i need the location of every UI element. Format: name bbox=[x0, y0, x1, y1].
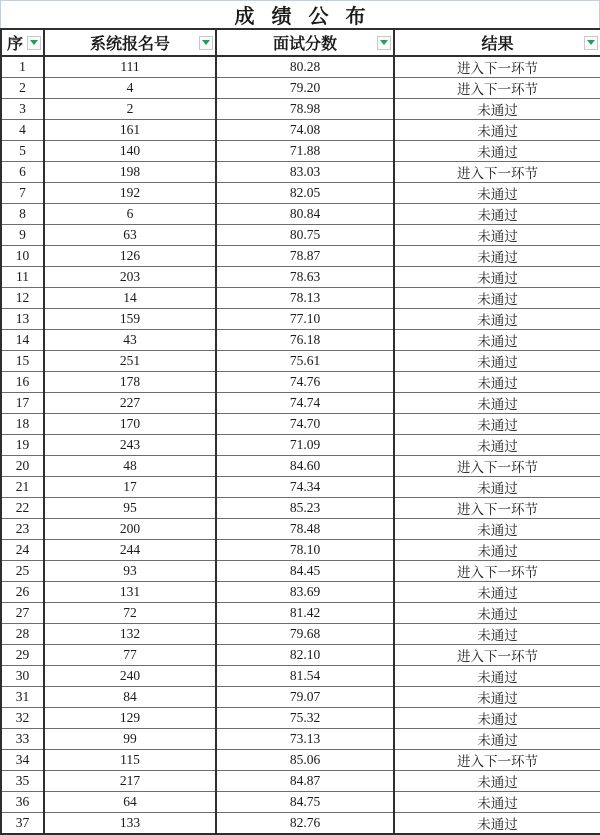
registration-number-cell[interactable]: 243 bbox=[44, 435, 216, 456]
result-cell[interactable]: 进入下一环节 bbox=[394, 456, 600, 477]
result-cell[interactable]: 未通过 bbox=[394, 288, 600, 309]
seq-cell[interactable]: 27 bbox=[1, 603, 44, 624]
table-row bbox=[1, 330, 600, 351]
interview-score-cell[interactable]: 74.08 bbox=[216, 120, 394, 141]
seq-cell[interactable]: 6 bbox=[1, 162, 44, 183]
results-table bbox=[0, 28, 600, 835]
chevron-down-icon bbox=[30, 40, 38, 45]
table-row bbox=[1, 792, 600, 813]
registration-number-cell[interactable]: 192 bbox=[44, 183, 216, 204]
interview-score-cell[interactable]: 83.69 bbox=[216, 582, 394, 603]
seq-cell[interactable]: 9 bbox=[1, 225, 44, 246]
table-row bbox=[1, 750, 600, 771]
filter-dropdown-icon[interactable] bbox=[199, 36, 213, 50]
table-row bbox=[1, 414, 600, 435]
seq-cell[interactable]: 28 bbox=[1, 624, 44, 645]
registration-number-cell[interactable]: 111 bbox=[44, 56, 216, 78]
interview-score-cell[interactable]: 73.13 bbox=[216, 729, 394, 750]
result-cell[interactable]: 未通过 bbox=[394, 99, 600, 120]
result-cell[interactable]: 未通过 bbox=[394, 519, 600, 540]
interview-score-cell[interactable]: 75.61 bbox=[216, 351, 394, 372]
table-row bbox=[1, 708, 600, 729]
registration-number-cell[interactable]: 132 bbox=[44, 624, 216, 645]
result-cell[interactable]: 进入下一环节 bbox=[394, 56, 600, 78]
seq-cell[interactable]: 26 bbox=[1, 582, 44, 603]
seq-cell[interactable]: 20 bbox=[1, 456, 44, 477]
result-cell[interactable]: 未通过 bbox=[394, 351, 600, 372]
seq-cell[interactable]: 14 bbox=[1, 330, 44, 351]
chevron-down-icon bbox=[202, 40, 210, 45]
result-cell[interactable]: 进入下一环节 bbox=[394, 645, 600, 666]
result-cell[interactable]: 进入下一环节 bbox=[394, 750, 600, 771]
seq-cell[interactable]: 5 bbox=[1, 141, 44, 162]
table-row bbox=[1, 204, 600, 225]
table-row bbox=[1, 603, 600, 624]
registration-number-cell[interactable]: 48 bbox=[44, 456, 216, 477]
table-row bbox=[1, 645, 600, 666]
registration-number-cell[interactable]: 6 bbox=[44, 204, 216, 225]
seq-cell[interactable]: 12 bbox=[1, 288, 44, 309]
seq-cell[interactable]: 18 bbox=[1, 414, 44, 435]
registration-number-cell[interactable]: 129 bbox=[44, 708, 216, 729]
seq-cell[interactable]: 22 bbox=[1, 498, 44, 519]
seq-cell[interactable]: 35 bbox=[1, 771, 44, 792]
interview-score-cell[interactable]: 84.75 bbox=[216, 792, 394, 813]
registration-number-cell[interactable]: 131 bbox=[44, 582, 216, 603]
table-row bbox=[1, 561, 600, 582]
result-cell[interactable]: 未通过 bbox=[394, 246, 600, 267]
chevron-down-icon bbox=[380, 40, 388, 45]
interview-score-cell[interactable]: 84.60 bbox=[216, 456, 394, 477]
interview-score-cell[interactable]: 74.34 bbox=[216, 477, 394, 498]
table-body bbox=[1, 56, 600, 834]
interview-score-cell[interactable]: 74.70 bbox=[216, 414, 394, 435]
result-cell[interactable]: 未通过 bbox=[394, 309, 600, 330]
interview-score-cell[interactable]: 74.74 bbox=[216, 393, 394, 414]
interview-score-cell[interactable]: 85.23 bbox=[216, 498, 394, 519]
table-row bbox=[1, 267, 600, 288]
table-row bbox=[1, 666, 600, 687]
result-cell[interactable]: 未通过 bbox=[394, 813, 600, 835]
registration-number-cell[interactable]: 77 bbox=[44, 645, 216, 666]
table-row bbox=[1, 99, 600, 120]
result-cell[interactable]: 未通过 bbox=[394, 708, 600, 729]
table-row bbox=[1, 56, 600, 78]
result-cell[interactable]: 未通过 bbox=[394, 225, 600, 246]
table-row bbox=[1, 225, 600, 246]
column-header-label: 面试分数 bbox=[272, 36, 337, 53]
interview-score-cell[interactable]: 80.84 bbox=[216, 204, 394, 225]
seq-cell[interactable]: 36 bbox=[1, 792, 44, 813]
seq-cell[interactable]: 25 bbox=[1, 561, 44, 582]
filter-dropdown-icon[interactable] bbox=[27, 36, 41, 50]
registration-number-cell[interactable]: 240 bbox=[44, 666, 216, 687]
registration-number-cell[interactable]: 159 bbox=[44, 309, 216, 330]
registration-number-cell[interactable]: 227 bbox=[44, 393, 216, 414]
result-cell[interactable]: 未通过 bbox=[394, 267, 600, 288]
interview-score-cell[interactable]: 79.68 bbox=[216, 624, 394, 645]
interview-score-cell[interactable]: 80.28 bbox=[216, 56, 394, 78]
seq-cell[interactable]: 31 bbox=[1, 687, 44, 708]
registration-number-cell[interactable]: 198 bbox=[44, 162, 216, 183]
result-cell[interactable]: 未通过 bbox=[394, 414, 600, 435]
table-row bbox=[1, 687, 600, 708]
sheet-title-cell[interactable]: 成 绩 公 布 bbox=[0, 0, 600, 28]
result-cell[interactable]: 未通过 bbox=[394, 540, 600, 561]
seq-cell[interactable]: 1 bbox=[1, 56, 44, 78]
interview-score-cell[interactable]: 78.98 bbox=[216, 99, 394, 120]
result-cell[interactable]: 未通过 bbox=[394, 624, 600, 645]
interview-score-cell[interactable]: 71.88 bbox=[216, 141, 394, 162]
registration-number-cell[interactable]: 17 bbox=[44, 477, 216, 498]
table-row bbox=[1, 582, 600, 603]
seq-cell[interactable]: 2 bbox=[1, 78, 44, 99]
table-row bbox=[1, 78, 600, 99]
interview-score-cell[interactable]: 85.06 bbox=[216, 750, 394, 771]
seq-cell[interactable]: 3 bbox=[1, 99, 44, 120]
seq-cell[interactable]: 21 bbox=[1, 477, 44, 498]
result-cell[interactable]: 进入下一环节 bbox=[394, 78, 600, 99]
interview-score-cell[interactable]: 80.75 bbox=[216, 225, 394, 246]
registration-number-cell[interactable]: 4 bbox=[44, 78, 216, 99]
filter-dropdown-icon[interactable] bbox=[584, 36, 598, 50]
interview-score-cell[interactable]: 84.87 bbox=[216, 771, 394, 792]
table-row bbox=[1, 120, 600, 141]
result-cell[interactable]: 进入下一环节 bbox=[394, 561, 600, 582]
result-cell[interactable]: 未通过 bbox=[394, 792, 600, 813]
registration-number-cell[interactable]: 133 bbox=[44, 813, 216, 835]
header-row bbox=[1, 29, 600, 56]
result-cell[interactable]: 未通过 bbox=[394, 393, 600, 414]
result-cell[interactable]: 未通过 bbox=[394, 477, 600, 498]
result-cell[interactable]: 未通过 bbox=[394, 603, 600, 624]
table-row bbox=[1, 624, 600, 645]
column-header-label: 结果 bbox=[481, 36, 514, 53]
registration-number-cell[interactable]: 161 bbox=[44, 120, 216, 141]
registration-number-cell[interactable]: 14 bbox=[44, 288, 216, 309]
registration-number-cell[interactable]: 217 bbox=[44, 771, 216, 792]
table-row bbox=[1, 393, 600, 414]
result-cell[interactable]: 未通过 bbox=[394, 582, 600, 603]
table-row bbox=[1, 456, 600, 477]
column-header-result[interactable] bbox=[394, 29, 600, 56]
registration-number-cell[interactable]: 126 bbox=[44, 246, 216, 267]
interview-score-cell[interactable]: 78.10 bbox=[216, 540, 394, 561]
seq-cell[interactable]: 7 bbox=[1, 183, 44, 204]
interview-score-cell[interactable]: 78.13 bbox=[216, 288, 394, 309]
column-header-interview-score[interactable] bbox=[216, 29, 394, 56]
column-header-label: 系统报名号 bbox=[89, 36, 170, 53]
result-cell[interactable]: 未通过 bbox=[394, 330, 600, 351]
interview-score-cell[interactable]: 77.10 bbox=[216, 309, 394, 330]
interview-score-cell[interactable]: 83.03 bbox=[216, 162, 394, 183]
result-cell[interactable]: 未通过 bbox=[394, 666, 600, 687]
registration-number-cell[interactable]: 244 bbox=[44, 540, 216, 561]
result-cell[interactable]: 未通过 bbox=[394, 141, 600, 162]
filter-dropdown-icon[interactable] bbox=[377, 36, 391, 50]
registration-number-cell[interactable]: 93 bbox=[44, 561, 216, 582]
registration-number-cell[interactable]: 63 bbox=[44, 225, 216, 246]
registration-number-cell[interactable]: 200 bbox=[44, 519, 216, 540]
interview-score-cell[interactable]: 81.54 bbox=[216, 666, 394, 687]
seq-cell[interactable]: 16 bbox=[1, 372, 44, 393]
table-row bbox=[1, 372, 600, 393]
registration-number-cell[interactable]: 99 bbox=[44, 729, 216, 750]
registration-number-cell[interactable]: 72 bbox=[44, 603, 216, 624]
seq-cell[interactable]: 13 bbox=[1, 309, 44, 330]
registration-number-cell[interactable]: 64 bbox=[44, 792, 216, 813]
seq-cell[interactable]: 32 bbox=[1, 708, 44, 729]
result-cell[interactable]: 未通过 bbox=[394, 687, 600, 708]
table-row bbox=[1, 183, 600, 204]
interview-score-cell[interactable]: 76.18 bbox=[216, 330, 394, 351]
seq-cell[interactable]: 29 bbox=[1, 645, 44, 666]
result-cell[interactable]: 未通过 bbox=[394, 204, 600, 225]
table-row bbox=[1, 141, 600, 162]
table-row bbox=[1, 309, 600, 330]
seq-cell[interactable]: 10 bbox=[1, 246, 44, 267]
table-row bbox=[1, 162, 600, 183]
result-cell[interactable]: 未通过 bbox=[394, 729, 600, 750]
interview-score-cell[interactable]: 81.42 bbox=[216, 603, 394, 624]
column-header-registration-number[interactable] bbox=[44, 29, 216, 56]
registration-number-cell[interactable]: 251 bbox=[44, 351, 216, 372]
table-row bbox=[1, 246, 600, 267]
result-cell[interactable]: 未通过 bbox=[394, 771, 600, 792]
interview-score-cell[interactable]: 82.76 bbox=[216, 813, 394, 835]
interview-score-cell[interactable]: 74.76 bbox=[216, 372, 394, 393]
chevron-down-icon bbox=[587, 40, 595, 45]
result-cell[interactable]: 未通过 bbox=[394, 120, 600, 141]
interview-score-cell[interactable]: 71.09 bbox=[216, 435, 394, 456]
seq-cell[interactable]: 8 bbox=[1, 204, 44, 225]
table-row bbox=[1, 519, 600, 540]
interview-score-cell[interactable]: 75.32 bbox=[216, 708, 394, 729]
interview-score-cell[interactable]: 78.63 bbox=[216, 267, 394, 288]
seq-cell[interactable]: 19 bbox=[1, 435, 44, 456]
table-row bbox=[1, 498, 600, 519]
seq-cell[interactable]: 11 bbox=[1, 267, 44, 288]
seq-cell[interactable]: 37 bbox=[1, 813, 44, 835]
column-header-seq[interactable] bbox=[1, 29, 44, 56]
registration-number-cell[interactable]: 115 bbox=[44, 750, 216, 771]
seq-cell[interactable]: 17 bbox=[1, 393, 44, 414]
registration-number-cell[interactable]: 2 bbox=[44, 99, 216, 120]
table-row bbox=[1, 435, 600, 456]
interview-score-cell[interactable]: 78.87 bbox=[216, 246, 394, 267]
seq-cell[interactable]: 30 bbox=[1, 666, 44, 687]
column-header-label: 序 bbox=[7, 36, 24, 53]
result-cell[interactable]: 未通过 bbox=[394, 372, 600, 393]
interview-score-cell[interactable]: 79.20 bbox=[216, 78, 394, 99]
interview-score-cell[interactable]: 84.45 bbox=[216, 561, 394, 582]
result-cell[interactable]: 进入下一环节 bbox=[394, 498, 600, 519]
table-row bbox=[1, 813, 600, 835]
result-cell[interactable]: 未通过 bbox=[394, 435, 600, 456]
registration-number-cell[interactable]: 170 bbox=[44, 414, 216, 435]
seq-cell[interactable]: 24 bbox=[1, 540, 44, 561]
registration-number-cell[interactable]: 140 bbox=[44, 141, 216, 162]
seq-cell[interactable]: 33 bbox=[1, 729, 44, 750]
seq-cell[interactable]: 15 bbox=[1, 351, 44, 372]
result-cell[interactable]: 进入下一环节 bbox=[394, 162, 600, 183]
registration-number-cell[interactable]: 84 bbox=[44, 687, 216, 708]
result-cell[interactable]: 未通过 bbox=[394, 183, 600, 204]
seq-cell[interactable]: 34 bbox=[1, 750, 44, 771]
table-row bbox=[1, 477, 600, 498]
registration-number-cell[interactable]: 95 bbox=[44, 498, 216, 519]
seq-cell[interactable]: 23 bbox=[1, 519, 44, 540]
interview-score-cell[interactable]: 82.05 bbox=[216, 183, 394, 204]
table-row bbox=[1, 540, 600, 561]
interview-score-cell[interactable]: 78.48 bbox=[216, 519, 394, 540]
interview-score-cell[interactable]: 82.10 bbox=[216, 645, 394, 666]
seq-cell[interactable]: 4 bbox=[1, 120, 44, 141]
registration-number-cell[interactable]: 203 bbox=[44, 267, 216, 288]
interview-score-cell[interactable]: 79.07 bbox=[216, 687, 394, 708]
registration-number-cell[interactable]: 178 bbox=[44, 372, 216, 393]
registration-number-cell[interactable]: 43 bbox=[44, 330, 216, 351]
table-row bbox=[1, 351, 600, 372]
table-row bbox=[1, 288, 600, 309]
table-row bbox=[1, 729, 600, 750]
